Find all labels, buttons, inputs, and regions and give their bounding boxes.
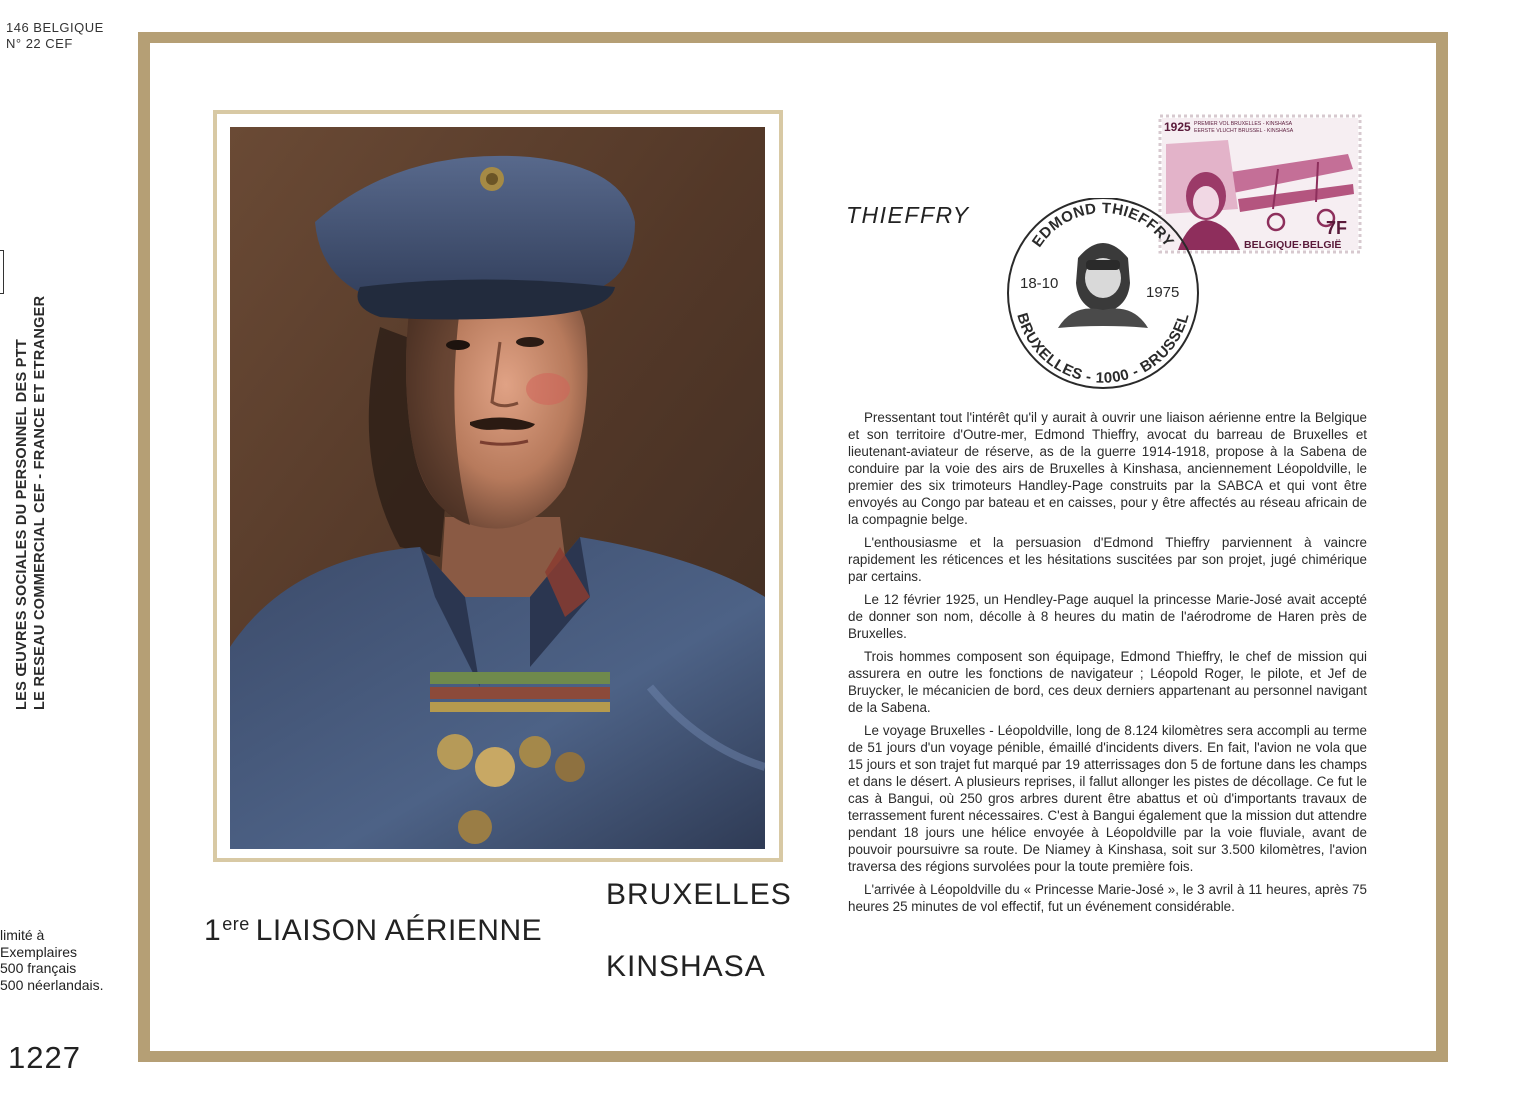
stamp-caption-nl: EERSTE VLUCHT BRUSSEL - KINSHASA (1194, 128, 1294, 134)
stamp-caption-fr: PREMIER VOL BRUXELLES - KINSHASA (1194, 121, 1293, 127)
sheet-series: N° 22 CEF (6, 36, 73, 51)
portrait-painting (230, 127, 765, 849)
sheet-number: 146 BELGIQUE (6, 20, 104, 35)
first-day-postmark (998, 198, 1208, 393)
side-text-line-2: LE RESEAU COMMERCIAL CEF - FRANCE ET ETRANGER (32, 295, 48, 710)
postmark-year: 1975 (1146, 284, 1180, 301)
svg-text:EDMOND THIEFFRY (1029, 200, 1177, 250)
postmark-top-text: EDMOND THIEFFRY (1028, 199, 1178, 251)
edition-line-4: 500 néerlandais. (0, 976, 104, 993)
title-prefix: 1 (204, 914, 222, 947)
edition-line-3: 500 français (0, 960, 77, 976)
article-text (848, 409, 1367, 921)
edition-info (0, 927, 104, 993)
postmark-bottom-text: BRUXELLES - 1000 - BRUSSEL (1013, 311, 1193, 387)
stamp-year: 1925 (1164, 120, 1191, 134)
title-main-text: LIAISON AÉRIENNE (255, 914, 543, 947)
title-superscript: ere (222, 914, 250, 934)
sheet-reference (6, 20, 104, 52)
title-city-1: BRUXELLES (606, 878, 792, 911)
article-paragraph: Pressentant tout l'intérêt qu'il y aurait à ouvrir une liaison aérienne entre la Belgique et son territoire d'Outre-mer, Edmond Thieffry, avocat du barreau de Bruxelles et lieutenant-aviateur de réserve, as de la guerre 1914-1918, propose à la Sabena de conduire par la voie des airs de Bruxelles à Kinshasa, anciennement Léopoldville, le premier des six trimoteurs Handley-Page construits par la SABCA et qui vont être envoyés au Congo par bateau et en caisses, pour y être affectés au réseau africain de la compagnie belge. (848, 410, 1367, 527)
title-city-2: KINSHASA (606, 950, 766, 983)
serial-number: 1227 (8, 1040, 81, 1075)
stamp-value: 7F (1326, 218, 1348, 238)
article-paragraph: Le 12 février 1925, un Hendley-Page auquel la princesse Marie-José avait accepté de donner son nom, décolle à 8 heures du matin de l'aérodrome de Haren près de Bruxelles. (848, 592, 1367, 641)
article-paragraph: Le voyage Bruxelles - Léopoldville, long de 8.124 kilomètres sera accompli au terme de 51 jours d'un voyage pénible, émaillé d'incidents divers. En fait, l'avion ne vola que 15 jours et son trajet fut marqué par 19 atterrissages don 5 de fortune dans les champs et dans le désert. A plusieurs reprises, il fallut allonger les pistes de décollage. Ce fut le cas à Bangui, où 250 gros arbres durent être abattus et où d'importants travaux de terrassement furent nécessaires. C'est à Bangui également que la mission dut attendre pendant 18 jours une hélice envoyée à Léopoldville par la voie fluviale, avant de pouvoir poursuivre sa route. De Niamey à Kinshasa, soit sur 3.500 kilomètres, l'avion traversa des régions survolées pour la toute première fois. (848, 723, 1367, 874)
edition-line-2: Exemplaires (0, 943, 78, 960)
article-paragraph: Trois hommes composent son équipage, Edmond Thieffry, le chef de mission qui assurera en outre les fonctions de navigateur ; Léopold Roger, le pilote, et Jef de Bruycker, le mécanicien de bord, ces deux derniers appartenant au personnel navigant de la Sabena. (848, 649, 1367, 715)
side-text-line-1: LES ŒUVRES SOCIALES DU PERSONNEL DES PTT (14, 338, 30, 710)
article-paragraph: L'enthousiasme et la persuasion d'Edmond Thieffry parviennent à vaincre rapidement les réticences et les hésitations suscitées par son projet, jugé chimérique par certains. (848, 535, 1367, 584)
sheet-title (204, 914, 542, 948)
edition-line-1: limité à (0, 927, 45, 943)
postmark-date: 18-10 (1020, 275, 1059, 292)
article-paragraph: L'arrivée à Léopoldville du « Princesse Marie-José », le 3 avril à 11 heures, après 75 heures 25 minutes de vol effectif, fut un événement considérable. (848, 882, 1367, 914)
subject-name: THIEFFRY (846, 202, 970, 228)
side-text (2, 250, 62, 720)
stamp-country: BELGIQUE·BELGIË (1244, 239, 1342, 251)
